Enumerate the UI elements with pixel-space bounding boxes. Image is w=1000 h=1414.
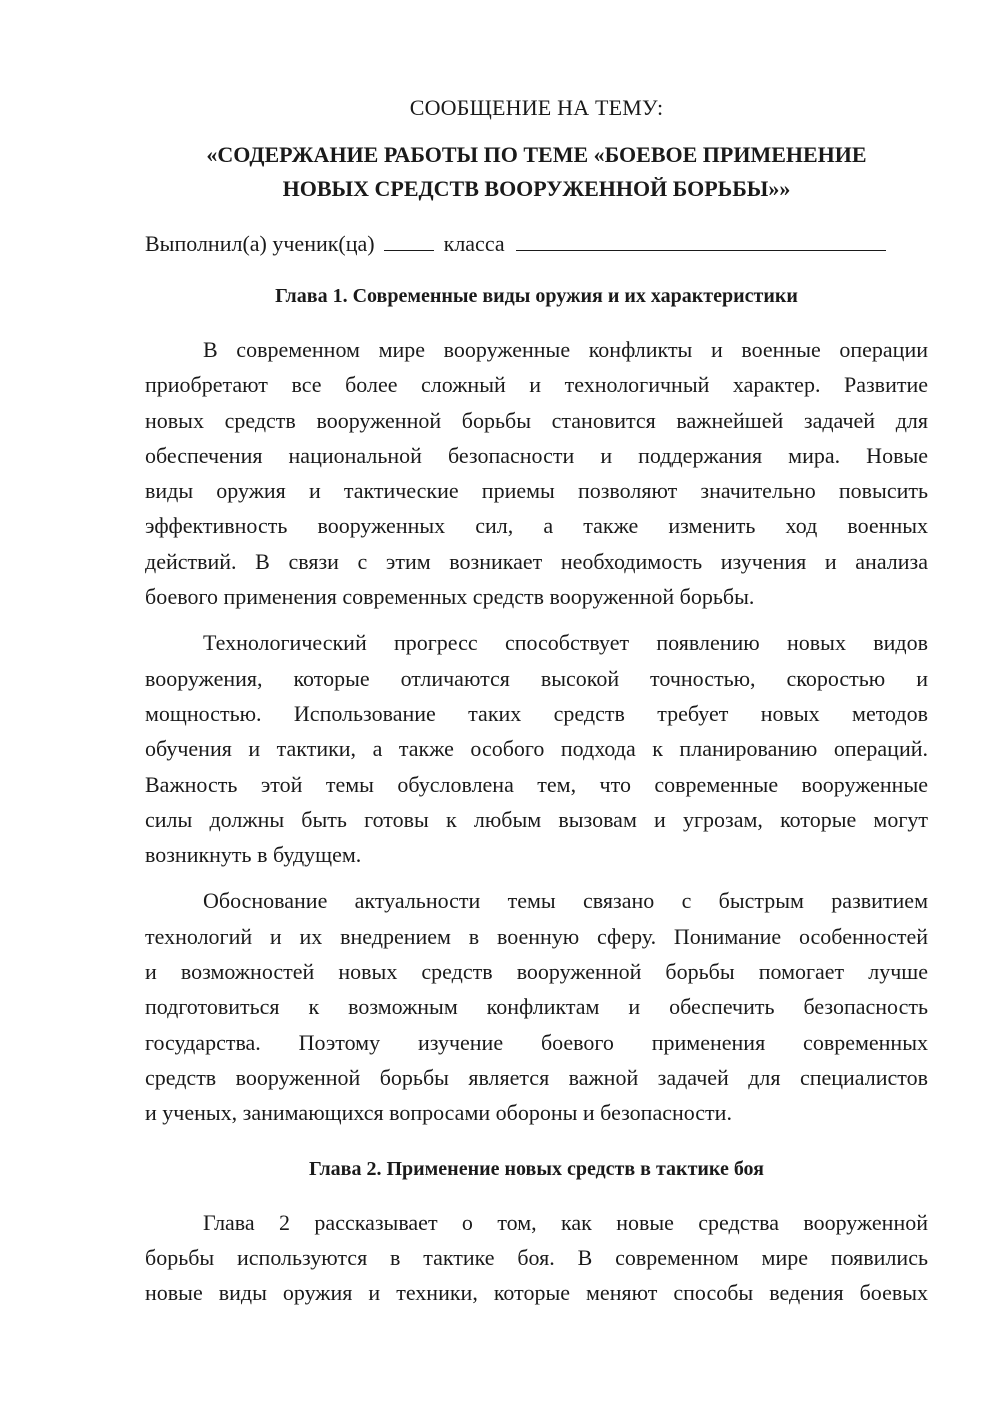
- text-line: технологий и их внедрением в военную сферу. Понимание особенностей: [145, 923, 928, 949]
- author-line: [145, 228, 928, 260]
- text-line: Глава 2 рассказывает о том, как новые средства вооруженной: [203, 1209, 928, 1235]
- text-line: и ученых, занимающихся вопросами обороны и безопасности.: [145, 1100, 732, 1126]
- paragraph: [145, 625, 928, 872]
- text-line: обеспечения национальной безопасности и поддержания мира. Новые: [145, 442, 928, 468]
- paragraph: [145, 1205, 928, 1311]
- text-line: Обоснование актуальности темы связано с быстрым развитием: [203, 888, 928, 914]
- document-page: [145, 92, 928, 1321]
- grade-blank: [384, 228, 434, 251]
- text-line: В современном мире вооруженные конфликты и военные операции: [203, 337, 928, 362]
- paragraph: [145, 883, 928, 1130]
- text-line: приобретают все более сложный и технологичный характер. Развитие: [145, 372, 928, 398]
- text-line: мощностью. Использование таких средств требует новых методов: [145, 700, 928, 726]
- text-line: новые виды оружия и техники, которые меняют способы ведения боевых: [145, 1280, 928, 1306]
- text-line: Технологический прогресс способствует появлению новых видов: [203, 630, 928, 656]
- text-line: государства. Поэтому изучение боевого применения современных: [145, 1029, 928, 1055]
- document-title: [145, 138, 928, 206]
- paragraph: [145, 332, 928, 614]
- document-type-label: СООБЩЕНИЕ НА ТЕМУ:: [409, 95, 664, 120]
- document-title-line: НОВЫХ СРЕДСТВ ВООРУЖЕННОЙ БОРЬБЫ»»: [282, 176, 791, 201]
- name-blank: [516, 228, 886, 251]
- text-line: борьбы используются в тактике боя. В современном мире появились: [145, 1244, 928, 1270]
- class-label: класса: [443, 231, 505, 256]
- text-line: силы должны быть готовы к любым вызовам и угрозам, которые могут: [145, 806, 928, 832]
- text-line: действий. В связи с этим возникает необходимость изучения и анализа: [145, 548, 928, 574]
- text-line: новых средств вооруженной борьбы становится важнейшей задачей для: [145, 407, 928, 433]
- text-line: виды оружия и тактические приемы позволяют значительно повысить: [145, 478, 928, 504]
- text-line: Важность этой темы обусловлена тем, что современные вооруженные: [145, 771, 928, 797]
- document-title-line: «СОДЕРЖАНИЕ РАБОТЫ ПО ТЕМЕ «БОЕВОЕ ПРИМЕНЕНИЕ: [206, 142, 867, 167]
- author-prefix: Выполнил(а) ученик(ца): [145, 231, 375, 256]
- text-line: возникнуть в будущем.: [145, 842, 362, 868]
- text-line: подготовиться к возможным конфликтам и обеспечить безопасность: [145, 994, 928, 1020]
- text-line: эффективность вооруженных сил, а также изменить ход военных: [145, 513, 928, 539]
- text-line: средств вооруженной борьбы является важной задачей для специалистов: [145, 1064, 928, 1090]
- chapter-2-heading: Глава 2. Применение новых средств в тактике боя: [308, 1157, 764, 1180]
- chapter-1-heading: Глава 1. Современные виды оружия и их характеристики: [275, 285, 798, 307]
- text-line: и возможностей новых средств вооруженной борьбы помогает лучше: [145, 959, 928, 985]
- text-line: вооружения, которые отличаются высокой точностью, скоростью и: [145, 665, 928, 691]
- text-line: обучения и тактики, а также особого подхода к планированию операций.: [145, 736, 928, 762]
- text-line: боевого применения современных средств вооруженной борьбы.: [145, 584, 755, 610]
